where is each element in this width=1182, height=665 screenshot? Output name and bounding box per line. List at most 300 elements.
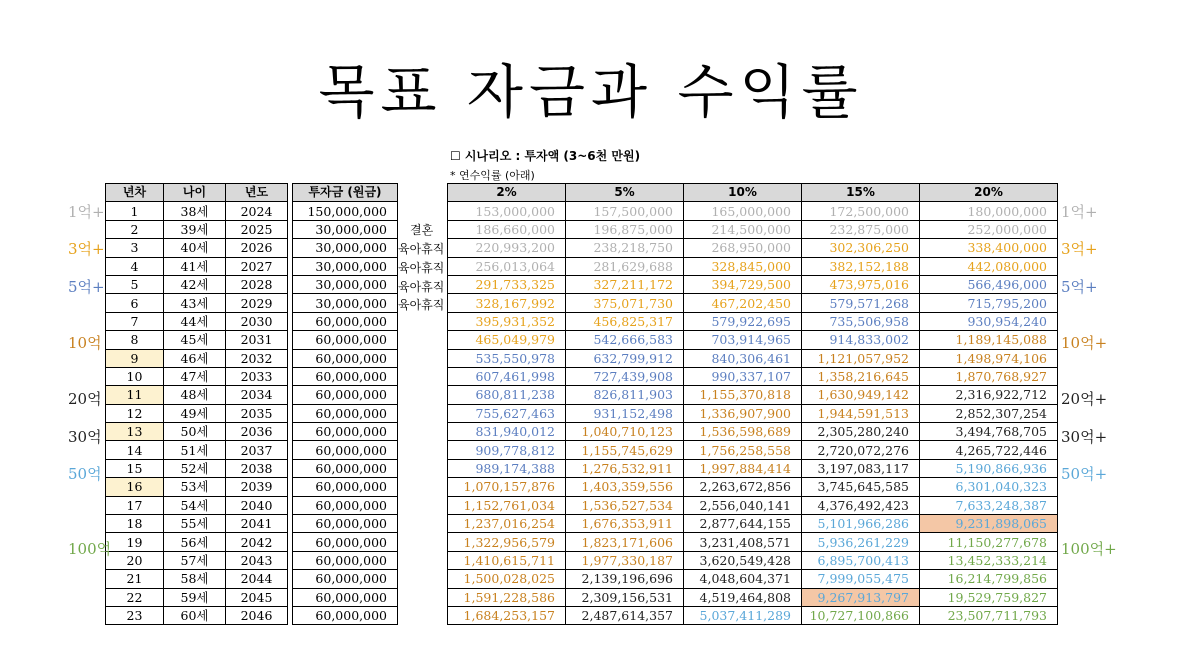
table-row <box>106 551 288 569</box>
return-cell: 4,265,722,446 <box>920 441 1058 459</box>
table-row <box>106 312 288 330</box>
year-cell: 2042 <box>226 533 288 551</box>
year-no-cell: 17 <box>106 496 164 514</box>
return-cell: 382,152,188 <box>802 257 920 275</box>
return-cell: 2,877,644,155 <box>684 515 802 533</box>
table-row <box>293 459 398 477</box>
table-row <box>448 459 1058 477</box>
table-row <box>293 349 398 367</box>
age-cell: 40세 <box>164 239 226 257</box>
table-row <box>293 367 398 385</box>
page-title: 목표 자금과 수익률 <box>318 58 864 126</box>
table-row <box>293 331 398 349</box>
return-cell: 6,301,040,323 <box>920 478 1058 496</box>
age-cell: 50세 <box>164 423 226 441</box>
return-cell: 1,403,359,556 <box>566 478 684 496</box>
table-row <box>106 515 288 533</box>
year-cell: 2031 <box>226 331 288 349</box>
investment-cell: 30,000,000 <box>293 275 398 293</box>
table-row <box>293 496 398 514</box>
row-note: 육아휴직 <box>398 279 445 294</box>
return-cell: 1,756,258,558 <box>684 441 802 459</box>
year-no-cell: 11 <box>106 386 164 404</box>
return-cell: 1,189,145,088 <box>920 331 1058 349</box>
year-no-cell: 13 <box>106 423 164 441</box>
table-row <box>106 588 288 606</box>
table-row <box>293 202 398 220</box>
return-cell: 5,037,411,289 <box>684 606 802 624</box>
table-row <box>448 239 1058 257</box>
year-no-cell: 22 <box>106 588 164 606</box>
year-no-cell: 10 <box>106 367 164 385</box>
return-cell: 930,954,240 <box>920 312 1058 330</box>
year-cell: 2026 <box>226 239 288 257</box>
return-cell: 13,452,333,214 <box>920 551 1058 569</box>
row-note: 결혼 <box>410 223 434 238</box>
age-cell: 38세 <box>164 202 226 220</box>
age-cell: 47세 <box>164 367 226 385</box>
year-no-cell: 8 <box>106 331 164 349</box>
table-row <box>106 294 288 312</box>
return-cell: 153,000,000 <box>448 202 566 220</box>
header-rate: 20% <box>920 184 1058 202</box>
table-row <box>106 533 288 551</box>
return-cell: 4,048,604,371 <box>684 570 802 588</box>
year-no-cell: 19 <box>106 533 164 551</box>
return-cell: 1,536,598,689 <box>684 423 802 441</box>
age-cell: 53세 <box>164 478 226 496</box>
return-cell: 338,400,000 <box>920 239 1058 257</box>
investment-cell: 60,000,000 <box>293 349 398 367</box>
return-cell: 1,410,615,711 <box>448 551 566 569</box>
return-cell: 165,000,000 <box>684 202 802 220</box>
table-row <box>106 404 288 422</box>
age-cell: 44세 <box>164 312 226 330</box>
table-row <box>448 533 1058 551</box>
year-cell: 2039 <box>226 478 288 496</box>
investment-cell: 60,000,000 <box>293 588 398 606</box>
table-row <box>448 367 1058 385</box>
age-cell: 39세 <box>164 220 226 238</box>
investment-cell: 30,000,000 <box>293 220 398 238</box>
return-cell: 1,536,527,534 <box>566 496 684 514</box>
left-marker: 10억 <box>68 333 102 352</box>
age-cell: 56세 <box>164 533 226 551</box>
return-cell: 7,633,248,387 <box>920 496 1058 514</box>
left-marker: 50억 <box>68 465 102 483</box>
year-no-cell: 16 <box>106 478 164 496</box>
year-cell: 2030 <box>226 312 288 330</box>
investment-cell: 60,000,000 <box>293 404 398 422</box>
return-cell: 2,305,280,240 <box>802 423 920 441</box>
return-cell: 1,500,028,025 <box>448 570 566 588</box>
return-cell: 157,500,000 <box>566 202 684 220</box>
return-cell: 914,833,002 <box>802 331 920 349</box>
year-no-cell: 4 <box>106 257 164 275</box>
return-cell: 3,620,549,428 <box>684 551 802 569</box>
return-cell: 16,214,799,856 <box>920 570 1058 588</box>
year-cell: 2036 <box>226 423 288 441</box>
return-cell: 4,376,492,423 <box>802 496 920 514</box>
table-row <box>293 257 398 275</box>
return-cell: 989,174,388 <box>448 459 566 477</box>
table-row <box>106 202 288 220</box>
left-marker: 3억+ <box>68 240 105 258</box>
header-age: 나이 <box>164 184 226 202</box>
return-cell: 632,799,912 <box>566 349 684 367</box>
year-cell: 2038 <box>226 459 288 477</box>
return-cell: 607,461,998 <box>448 367 566 385</box>
return-cell: 1,237,016,254 <box>448 515 566 533</box>
return-cell: 1,591,228,586 <box>448 588 566 606</box>
return-cell: 2,263,672,856 <box>684 478 802 496</box>
return-cell: 2,139,196,696 <box>566 570 684 588</box>
row-note: 육아휴직 <box>398 298 445 313</box>
return-cell: 1,040,710,123 <box>566 423 684 441</box>
age-cell: 60세 <box>164 606 226 624</box>
return-cell: 579,922,695 <box>684 312 802 330</box>
return-cell: 327,211,172 <box>566 275 684 293</box>
investment-cell: 30,000,000 <box>293 239 398 257</box>
year-no-cell: 5 <box>106 275 164 293</box>
return-cell: 456,825,317 <box>566 312 684 330</box>
table-row <box>448 570 1058 588</box>
table-row <box>448 606 1058 624</box>
return-cell: 1,823,171,606 <box>566 533 684 551</box>
table-row <box>448 441 1058 459</box>
return-cell: 3,494,768,705 <box>920 423 1058 441</box>
return-cell: 566,496,000 <box>920 275 1058 293</box>
year-no-cell: 1 <box>106 202 164 220</box>
year-no-cell: 7 <box>106 312 164 330</box>
return-cell: 232,875,000 <box>802 220 920 238</box>
return-cell: 703,914,965 <box>684 331 802 349</box>
return-cell: 2,309,156,531 <box>566 588 684 606</box>
investment-cell: 30,000,000 <box>293 294 398 312</box>
return-cell: 375,071,730 <box>566 294 684 312</box>
return-cell: 172,500,000 <box>802 202 920 220</box>
year-cell: 2028 <box>226 275 288 293</box>
year-no-cell: 14 <box>106 441 164 459</box>
return-cell: 9,231,898,065 <box>920 515 1058 533</box>
return-cell: 328,167,992 <box>448 294 566 312</box>
year-cell: 2032 <box>226 349 288 367</box>
investment-cell: 60,000,000 <box>293 312 398 330</box>
left-marker: 5억+ <box>68 277 105 296</box>
return-cell: 755,627,463 <box>448 404 566 422</box>
header-year-no: 년차 <box>106 184 164 202</box>
table-row <box>106 220 288 238</box>
return-cell: 252,000,000 <box>920 220 1058 238</box>
table-row <box>448 478 1058 496</box>
return-cell: 826,811,903 <box>566 386 684 404</box>
table-row <box>293 294 398 312</box>
table-row <box>293 441 398 459</box>
rate-note: * 연수익률 (아래) <box>450 169 535 182</box>
return-cell: 2,487,614,357 <box>566 606 684 624</box>
return-cell: 302,306,250 <box>802 239 920 257</box>
return-cell: 1,630,949,142 <box>802 386 920 404</box>
investment-table <box>292 183 398 625</box>
right-marker: 3억+ <box>1061 240 1098 258</box>
return-cell: 1,322,956,579 <box>448 533 566 551</box>
return-cell: 1,684,253,157 <box>448 606 566 624</box>
return-cell: 990,337,107 <box>684 367 802 385</box>
right-marker: 1억+ <box>1061 202 1098 221</box>
year-no-cell: 18 <box>106 515 164 533</box>
age-cell: 43세 <box>164 294 226 312</box>
table-row <box>448 386 1058 404</box>
year-cell: 2024 <box>226 202 288 220</box>
return-cell: 1,977,330,187 <box>566 551 684 569</box>
table-row <box>293 588 398 606</box>
table-row <box>106 386 288 404</box>
year-no-cell: 3 <box>106 239 164 257</box>
year-cell: 2037 <box>226 441 288 459</box>
investment-cell: 60,000,000 <box>293 478 398 496</box>
return-cell: 579,571,268 <box>802 294 920 312</box>
table-row <box>106 367 288 385</box>
year-cell: 2044 <box>226 570 288 588</box>
year-no-cell: 15 <box>106 459 164 477</box>
return-cell: 328,845,000 <box>684 257 802 275</box>
return-cell: 535,550,978 <box>448 349 566 367</box>
header-rate: 2% <box>448 184 566 202</box>
return-cell: 931,152,498 <box>566 404 684 422</box>
investment-cell: 30,000,000 <box>293 257 398 275</box>
left-marker: 30억 <box>68 427 102 446</box>
return-cell: 281,629,688 <box>566 257 684 275</box>
year-cell: 2025 <box>226 220 288 238</box>
return-cell: 395,931,352 <box>448 312 566 330</box>
investment-cell: 150,000,000 <box>293 202 398 220</box>
return-cell: 7,999,055,475 <box>802 570 920 588</box>
return-cell: 1,498,974,106 <box>920 349 1058 367</box>
year-cell: 2027 <box>226 257 288 275</box>
right-marker: 30억+ <box>1061 427 1108 446</box>
table-row <box>448 257 1058 275</box>
table-row <box>448 312 1058 330</box>
return-cell: 180,000,000 <box>920 202 1058 220</box>
table-row <box>448 349 1058 367</box>
return-cell: 715,795,200 <box>920 294 1058 312</box>
header-rate: 10% <box>684 184 802 202</box>
investment-cell: 60,000,000 <box>293 331 398 349</box>
table-row <box>448 294 1058 312</box>
investment-cell: 60,000,000 <box>293 459 398 477</box>
right-marker: 100억+ <box>1061 540 1117 558</box>
right-marker: 20억+ <box>1061 390 1108 408</box>
year-no-cell: 2 <box>106 220 164 238</box>
return-cell: 680,811,238 <box>448 386 566 404</box>
table-row <box>448 404 1058 422</box>
return-cell: 6,895,700,413 <box>802 551 920 569</box>
return-cell: 2,556,040,141 <box>684 496 802 514</box>
return-cell: 735,506,958 <box>802 312 920 330</box>
age-cell: 55세 <box>164 515 226 533</box>
right-marker: 50억+ <box>1061 465 1108 483</box>
return-cell: 9,267,913,797 <box>802 588 920 606</box>
age-cell: 51세 <box>164 441 226 459</box>
return-cell: 1,152,761,034 <box>448 496 566 514</box>
left-marker: 1억+ <box>68 202 105 221</box>
return-cell: 840,306,461 <box>684 349 802 367</box>
investment-cell: 60,000,000 <box>293 533 398 551</box>
return-cell: 1,276,532,911 <box>566 459 684 477</box>
return-cell: 5,101,966,286 <box>802 515 920 533</box>
table-row <box>293 220 398 238</box>
return-cell: 909,778,812 <box>448 441 566 459</box>
return-cell: 542,666,583 <box>566 331 684 349</box>
year-cell: 2041 <box>226 515 288 533</box>
return-cell: 186,660,000 <box>448 220 566 238</box>
year-cell: 2029 <box>226 294 288 312</box>
year-no-cell: 21 <box>106 570 164 588</box>
age-cell: 46세 <box>164 349 226 367</box>
table-row <box>448 423 1058 441</box>
age-cell: 54세 <box>164 496 226 514</box>
year-no-cell: 23 <box>106 606 164 624</box>
return-cell: 10,727,100,866 <box>802 606 920 624</box>
year-no-cell: 9 <box>106 349 164 367</box>
year-cell: 2043 <box>226 551 288 569</box>
return-cell: 473,975,016 <box>802 275 920 293</box>
table-row <box>106 239 288 257</box>
age-cell: 42세 <box>164 275 226 293</box>
return-cell: 3,197,083,117 <box>802 459 920 477</box>
table-row <box>293 515 398 533</box>
table-row <box>106 570 288 588</box>
investment-cell: 60,000,000 <box>293 496 398 514</box>
investment-cell: 60,000,000 <box>293 515 398 533</box>
age-cell: 57세 <box>164 551 226 569</box>
table-row <box>448 496 1058 514</box>
return-cell: 5,190,866,936 <box>920 459 1058 477</box>
table-row <box>293 312 398 330</box>
table-row <box>293 404 398 422</box>
year-cell: 2035 <box>226 404 288 422</box>
table-row <box>106 478 288 496</box>
table-row <box>448 588 1058 606</box>
table-row <box>448 220 1058 238</box>
year-no-cell: 6 <box>106 294 164 312</box>
right-marker: 5억+ <box>1061 277 1098 296</box>
return-cell: 2,720,072,276 <box>802 441 920 459</box>
investment-cell: 60,000,000 <box>293 386 398 404</box>
return-cell: 442,080,000 <box>920 257 1058 275</box>
return-cell: 5,936,261,229 <box>802 533 920 551</box>
right-marker: 10억+ <box>1061 333 1108 352</box>
return-cell: 727,439,908 <box>566 367 684 385</box>
age-cell: 45세 <box>164 331 226 349</box>
age-cell: 41세 <box>164 257 226 275</box>
return-cell: 831,940,012 <box>448 423 566 441</box>
return-cell: 220,993,200 <box>448 239 566 257</box>
table-row <box>106 459 288 477</box>
age-cell: 48세 <box>164 386 226 404</box>
return-cell: 238,218,750 <box>566 239 684 257</box>
table-row <box>293 239 398 257</box>
return-cell: 1,997,884,414 <box>684 459 802 477</box>
investment-cell: 60,000,000 <box>293 423 398 441</box>
table-row <box>106 349 288 367</box>
investment-cell: 60,000,000 <box>293 606 398 624</box>
header-year: 년도 <box>226 184 288 202</box>
returns-table <box>447 183 1058 625</box>
table-row <box>106 257 288 275</box>
table-row <box>293 606 398 624</box>
return-cell: 11,150,277,678 <box>920 533 1058 551</box>
investment-cell: 60,000,000 <box>293 367 398 385</box>
table-row <box>106 606 288 624</box>
return-cell: 4,519,464,808 <box>684 588 802 606</box>
return-cell: 1,358,216,645 <box>802 367 920 385</box>
table-row <box>448 202 1058 220</box>
return-cell: 1,070,157,876 <box>448 478 566 496</box>
table-row <box>106 331 288 349</box>
return-cell: 1,155,745,629 <box>566 441 684 459</box>
year-cell: 2045 <box>226 588 288 606</box>
table-row <box>106 441 288 459</box>
table-row <box>293 386 398 404</box>
return-cell: 467,202,450 <box>684 294 802 312</box>
return-cell: 256,013,064 <box>448 257 566 275</box>
year-cell: 2034 <box>226 386 288 404</box>
year-age-table <box>105 183 288 625</box>
return-cell: 1,336,907,900 <box>684 404 802 422</box>
year-cell: 2033 <box>226 367 288 385</box>
investment-cell: 60,000,000 <box>293 551 398 569</box>
investment-cell: 60,000,000 <box>293 441 398 459</box>
left-marker: 100억 <box>68 540 112 558</box>
left-marker: 20억 <box>68 390 102 408</box>
return-cell: 1,155,370,818 <box>684 386 802 404</box>
return-cell: 1,676,353,911 <box>566 515 684 533</box>
table-row <box>448 551 1058 569</box>
table-row <box>448 515 1058 533</box>
table-row <box>448 275 1058 293</box>
return-cell: 2,316,922,712 <box>920 386 1058 404</box>
return-cell: 465,049,979 <box>448 331 566 349</box>
table-row <box>293 275 398 293</box>
investment-cell: 60,000,000 <box>293 570 398 588</box>
table-row <box>106 423 288 441</box>
table-row <box>293 551 398 569</box>
return-cell: 1,870,768,927 <box>920 367 1058 385</box>
header-rate: 5% <box>566 184 684 202</box>
return-cell: 1,121,057,952 <box>802 349 920 367</box>
table-row <box>448 331 1058 349</box>
year-no-cell: 12 <box>106 404 164 422</box>
return-cell: 3,745,645,585 <box>802 478 920 496</box>
return-cell: 214,500,000 <box>684 220 802 238</box>
return-cell: 3,231,408,571 <box>684 533 802 551</box>
scenario-label: ☐ 시나리오 : 투자액 (3~6천 만원) <box>450 149 641 163</box>
header-rate: 15% <box>802 184 920 202</box>
year-cell: 2040 <box>226 496 288 514</box>
age-cell: 58세 <box>164 570 226 588</box>
table-row <box>293 570 398 588</box>
header-investment: 투자금 (원금) <box>293 184 398 202</box>
table-row <box>293 478 398 496</box>
year-no-cell: 20 <box>106 551 164 569</box>
return-cell: 1,944,591,513 <box>802 404 920 422</box>
return-cell: 394,729,500 <box>684 275 802 293</box>
return-cell: 291,733,325 <box>448 275 566 293</box>
return-cell: 196,875,000 <box>566 220 684 238</box>
return-cell: 268,950,000 <box>684 239 802 257</box>
age-cell: 49세 <box>164 404 226 422</box>
